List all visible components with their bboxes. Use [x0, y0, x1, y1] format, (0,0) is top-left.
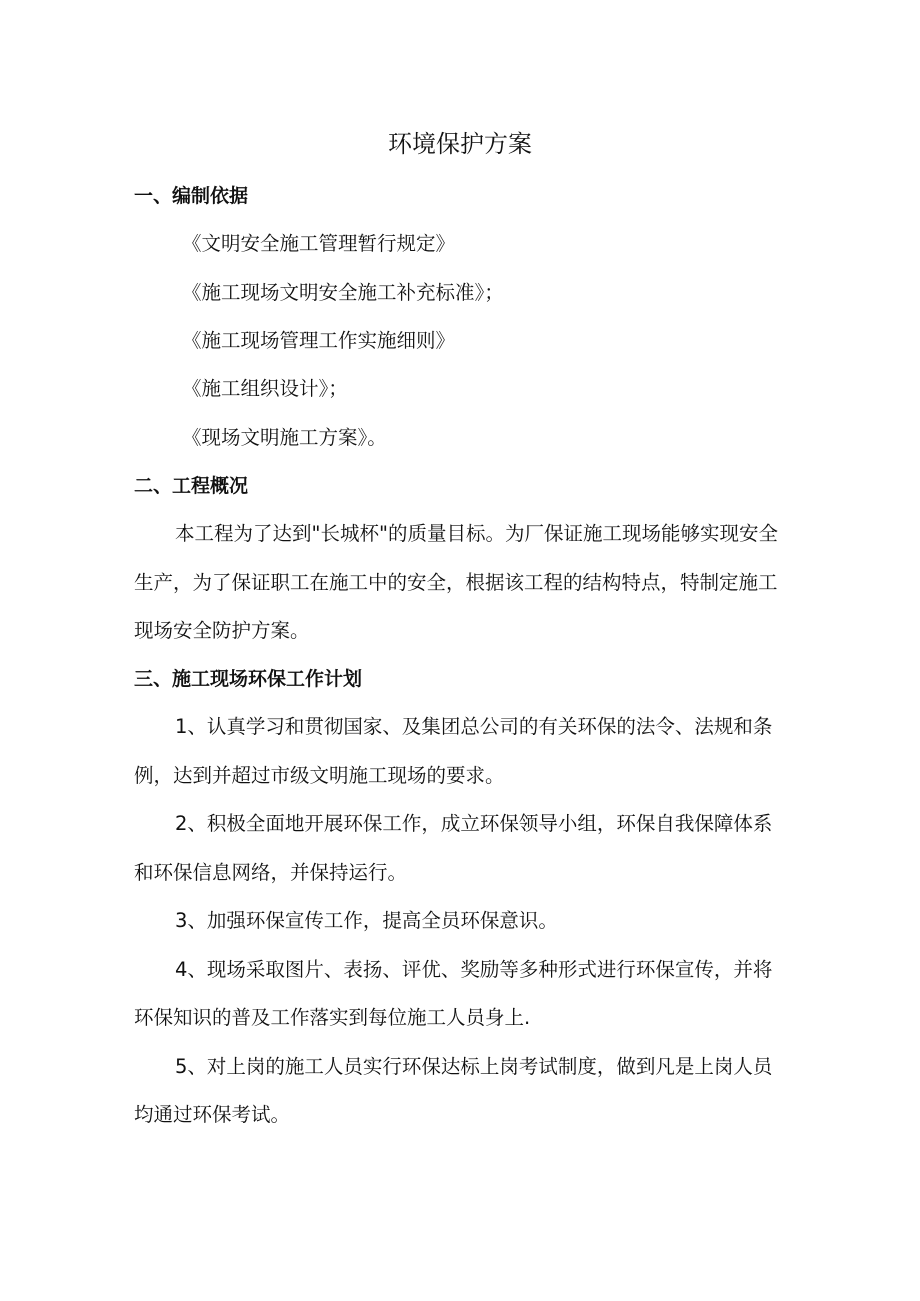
plan-item-line: 例，达到并超过市级文明施工现场的要求。 [134, 764, 505, 787]
reference-item: 《现场文明施工方案》。 [182, 426, 387, 449]
paragraph-line: 现场安全防护方案。 [134, 619, 310, 642]
reference-item: 《文明安全施工管理暂行规定》 [182, 232, 456, 255]
section-heading-overview: 二、工程概况 [134, 475, 249, 497]
reference-item: 《施工现场文明安全施工补充标准》； [182, 281, 504, 304]
plan-item-line: 3、加强环保宣传工作，提高全员环保意识。 [175, 909, 558, 932]
section-heading-plan: 三、施工现场环保工作计划 [134, 668, 363, 690]
plan-item-line: 2、积极全面地开展环保工作，成立环保领导小组，环保自我保障体系 [175, 812, 773, 835]
reference-item: 《施工组织设计》； [182, 377, 348, 400]
plan-item-line: 均通过环保考试。 [134, 1103, 291, 1126]
paragraph-line: 生产，为了保证职工在施工中的安全，根据该工程的结构特点，特制定施工 [134, 571, 778, 594]
paragraph-line: 本工程为了达到"长城杯"的质量目标。为厂保证施工现场能够实现安全 [175, 522, 778, 545]
section-heading-basis: 一、编制依据 [134, 185, 249, 207]
plan-item-line: 和环保信息网络，并保持运行。 [134, 861, 408, 884]
plan-item-line: 5、对上岗的施工人员实行环保达标上岗考试制度，做到凡是上岗人员 [175, 1055, 773, 1078]
plan-item-line: 环保知识的普及工作落实到每位施工人员身上. [134, 1006, 531, 1029]
reference-item: 《施工现场管理工作实施细则》 [182, 329, 456, 352]
plan-item-line: 4、现场采取图片、表扬、评优、奖励等多种形式进行环保宣传，并将 [175, 958, 773, 981]
document-title: 环境保护方案 [388, 130, 532, 158]
plan-item-line: 1、认真学习和贯彻国家、及集团总公司的有关环保的法令、法规和条 [175, 715, 773, 738]
